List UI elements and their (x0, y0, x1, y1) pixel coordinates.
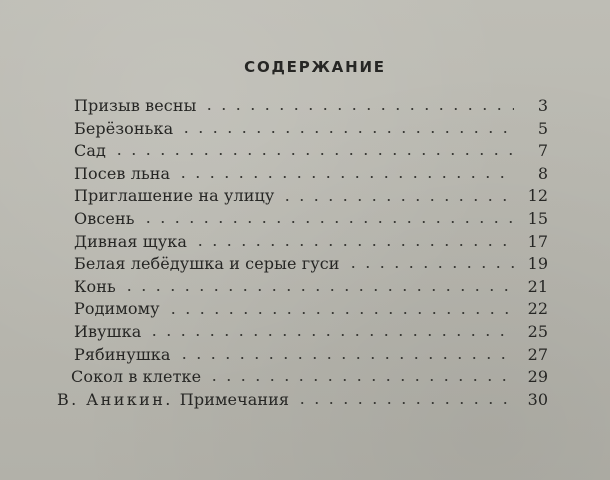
toc-entry (74, 140, 548, 163)
dot-leader (280, 197, 514, 203)
toc-entry (74, 253, 548, 276)
dot-leader (147, 332, 514, 338)
toc-entry-title: Родимому (74, 299, 160, 319)
toc-entry (74, 163, 548, 186)
toc-entry (74, 185, 548, 208)
toc-entry (74, 208, 548, 231)
dot-leader (295, 400, 514, 406)
dot-leader (176, 174, 514, 180)
toc-entry-page: 17 (527, 231, 548, 251)
dot-leader (207, 377, 514, 383)
toc-entry-title: Ивушка (74, 321, 142, 341)
toc-entry (71, 366, 548, 389)
toc-entry-page: 15 (527, 208, 548, 228)
toc-entry-page: 3 (537, 96, 548, 115)
toc-entry-title: Сокол в клетке (71, 367, 202, 387)
contents-heading: СОДЕРЖАНИЕ (244, 58, 386, 76)
toc-entry-page: 29 (527, 367, 548, 387)
toc-entry (74, 231, 548, 254)
dot-leader (179, 129, 514, 135)
toc-entry-page: 8 (537, 163, 548, 183)
toc-entry-page: 22 (527, 299, 548, 319)
toc-entry-title: Овсень (74, 208, 135, 228)
table-of-contents (57, 95, 548, 411)
dot-leader (346, 264, 514, 270)
toc-entry-title: Рябинушка (74, 344, 171, 364)
toc-entry-page: 27 (527, 344, 548, 364)
toc-entry (74, 321, 548, 344)
toc-entry (74, 95, 548, 118)
toc-entry-page: 7 (537, 141, 548, 161)
dot-leader (112, 151, 514, 157)
toc-entry-title: Приглашение на улицу (74, 186, 275, 206)
toc-entry-page: 25 (527, 321, 548, 341)
dot-leader (122, 287, 514, 293)
toc-entry-title: Белая лебёдушка и серые гуси (74, 254, 340, 274)
toc-entry-title: Сад (74, 141, 106, 161)
toc-entry-page: 21 (527, 276, 548, 296)
toc-entry-title: Призыв весны (74, 96, 197, 115)
toc-entry (74, 344, 548, 367)
toc-entry-page: 19 (527, 254, 548, 274)
toc-entry-title: Берёзонька (74, 118, 174, 138)
toc-entry-title: Дивная щука (74, 231, 187, 251)
toc-entry (74, 298, 548, 321)
dot-leader (202, 106, 514, 112)
toc-entry-title: Посев льна (74, 163, 171, 183)
toc-entry-page: 5 (537, 118, 548, 138)
toc-entry-title: Примечания (179, 389, 290, 409)
toc-entry-title: Конь (74, 276, 116, 296)
dot-leader (166, 310, 514, 316)
toc-entry (57, 389, 548, 412)
toc-entry-author: В. Аникин. (57, 389, 173, 409)
toc-entry-page: 12 (527, 186, 548, 206)
toc-entry (74, 118, 548, 141)
toc-entry-page: 30 (527, 389, 548, 409)
dot-leader (141, 219, 514, 225)
dot-leader (193, 242, 514, 248)
toc-entry (74, 276, 548, 299)
dot-leader (177, 355, 514, 361)
